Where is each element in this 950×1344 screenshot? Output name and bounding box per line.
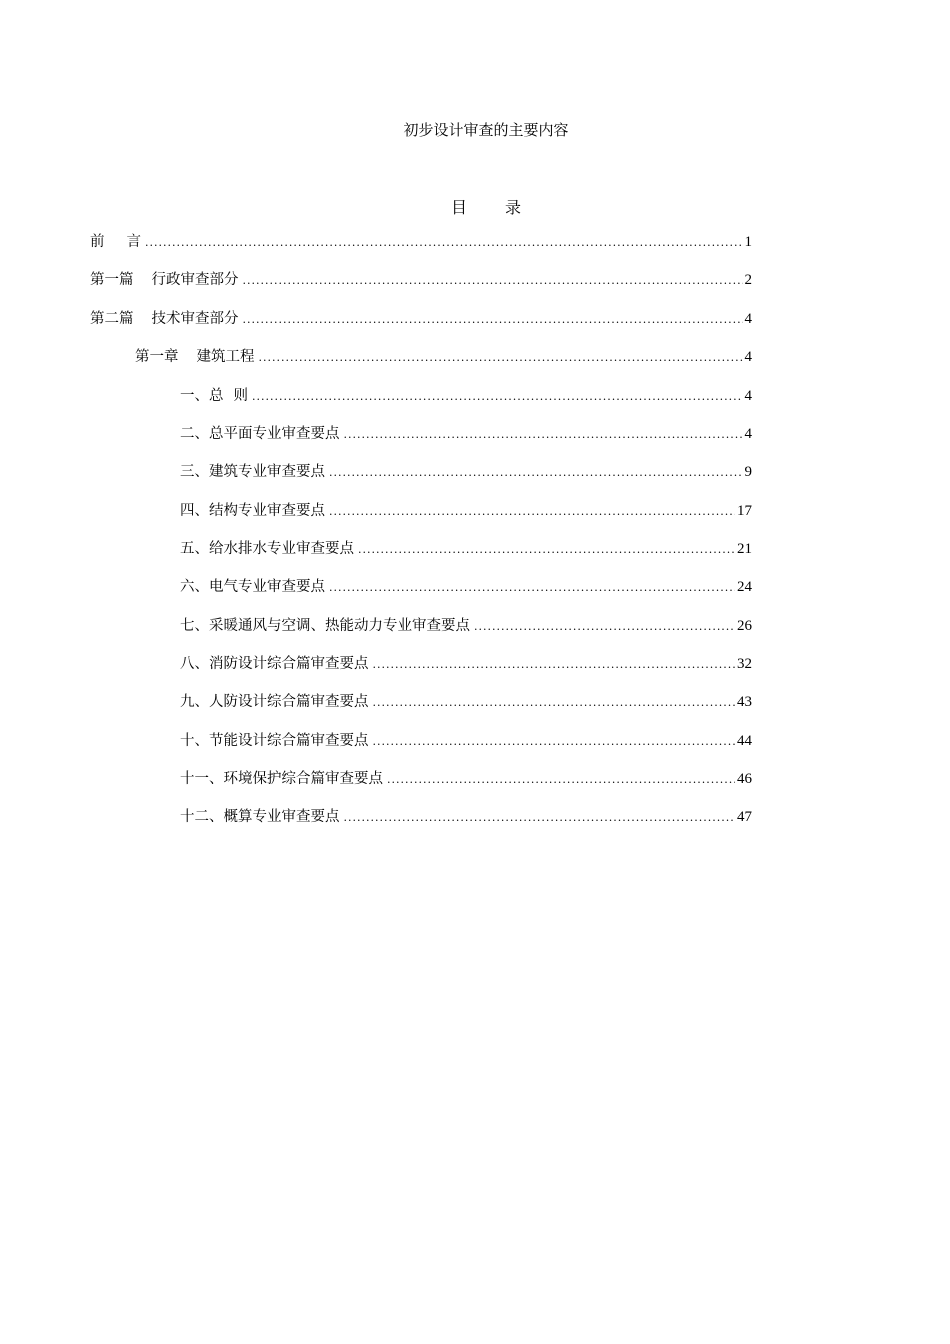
- toc-leader-dots: [259, 347, 743, 369]
- toc-leader-dots: [344, 807, 736, 829]
- toc-entry-section-10[interactable]: [180, 730, 752, 752]
- toc-page-number: 9: [744, 464, 752, 480]
- toc-entry-label: 四、结构专业审查要点: [180, 503, 325, 519]
- toc-heading-left: 目: [450, 198, 467, 217]
- toc-entry-label: 十二、概算专业审查要点: [180, 809, 340, 825]
- toc-entry-chapter1[interactable]: [135, 346, 752, 368]
- toc-page-number: 4: [744, 349, 752, 365]
- toc-leader-dots: [329, 462, 743, 484]
- toc-leader-dots: [474, 616, 735, 638]
- toc-entry-section-7[interactable]: [180, 615, 752, 637]
- toc-entry-label: 五、给水排水专业审查要点: [180, 541, 354, 557]
- toc-leader-dots: [329, 577, 735, 599]
- toc-entry-label: 第二篇 技术审查部分: [90, 311, 239, 327]
- toc-leader-dots: [387, 769, 735, 791]
- toc-entry-label: 三、建筑专业审查要点: [180, 464, 325, 480]
- toc-page-number: 44: [737, 733, 752, 749]
- toc-entry-section-4[interactable]: [180, 500, 752, 522]
- toc-page-number: 24: [737, 579, 752, 595]
- toc-page-number: 17: [737, 503, 752, 519]
- toc-entry-label: 七、采暖通风与空调、热能动力专业审查要点: [180, 618, 470, 634]
- toc-entry-preface[interactable]: [90, 231, 752, 253]
- toc-page-number: 46: [737, 771, 752, 787]
- toc-entry-section-9[interactable]: [180, 691, 752, 713]
- toc-entry-section-3[interactable]: [180, 461, 752, 483]
- toc-leader-dots: [252, 386, 743, 408]
- toc-entry-label: 八、消防设计综合篇审查要点: [180, 656, 369, 672]
- toc-leader-dots: [373, 692, 736, 714]
- toc-entry-section-12[interactable]: [180, 806, 752, 828]
- toc-entry-part1[interactable]: [90, 269, 752, 291]
- toc-entry-label: 前 言: [90, 234, 141, 250]
- toc-entry-label: 九、人防设计综合篇审查要点: [180, 694, 369, 710]
- toc-leader-dots: [373, 654, 736, 676]
- toc-leader-dots: [373, 731, 736, 753]
- toc-entry-section-1[interactable]: [180, 385, 752, 407]
- toc-page-number: 21: [737, 541, 752, 557]
- toc-entry-label: 二、总平面专业审查要点: [180, 426, 340, 442]
- toc-entry-section-11[interactable]: [180, 768, 752, 790]
- toc-entry-label: 第一篇 行政审查部分: [90, 272, 239, 288]
- toc-entry-label: 第一章 建筑工程: [135, 349, 255, 365]
- toc-page-number: 2: [744, 272, 752, 288]
- toc-heading: [0, 195, 950, 218]
- toc-page-number: 32: [737, 656, 752, 672]
- toc-entry-label: 十、节能设计综合篇审查要点: [180, 733, 369, 749]
- toc-leader-dots: [358, 539, 735, 561]
- toc-leader-dots: [329, 501, 735, 523]
- toc-heading-right: 录: [505, 198, 522, 217]
- toc-entry-part2[interactable]: [90, 308, 752, 330]
- toc-entry-section-2[interactable]: [180, 423, 752, 445]
- toc-leader-dots: [145, 232, 743, 254]
- toc-entry-label: 十一、环境保护综合篇审查要点: [180, 771, 383, 787]
- toc-leader-dots: [243, 270, 743, 292]
- toc-page-number: 1: [744, 234, 752, 250]
- toc-leader-dots: [344, 424, 743, 446]
- toc-leader-dots: [243, 309, 743, 331]
- document-title: 初步设计审查的主要内容: [403, 121, 569, 139]
- toc-entry-section-6[interactable]: [180, 576, 752, 598]
- toc-page-number: 47: [737, 809, 752, 825]
- toc-page-number: 4: [744, 311, 752, 327]
- toc-entry-section-5[interactable]: [180, 538, 752, 560]
- toc-page-number: 43: [737, 694, 752, 710]
- toc-entry-section-8[interactable]: [180, 653, 752, 675]
- toc-page-number: 26: [737, 618, 752, 634]
- toc-entry-label: 一、总 则: [180, 388, 248, 404]
- toc-page-number: 4: [744, 388, 752, 404]
- toc-page-number: 4: [744, 426, 752, 442]
- toc-entry-label: 六、电气专业审查要点: [180, 579, 325, 595]
